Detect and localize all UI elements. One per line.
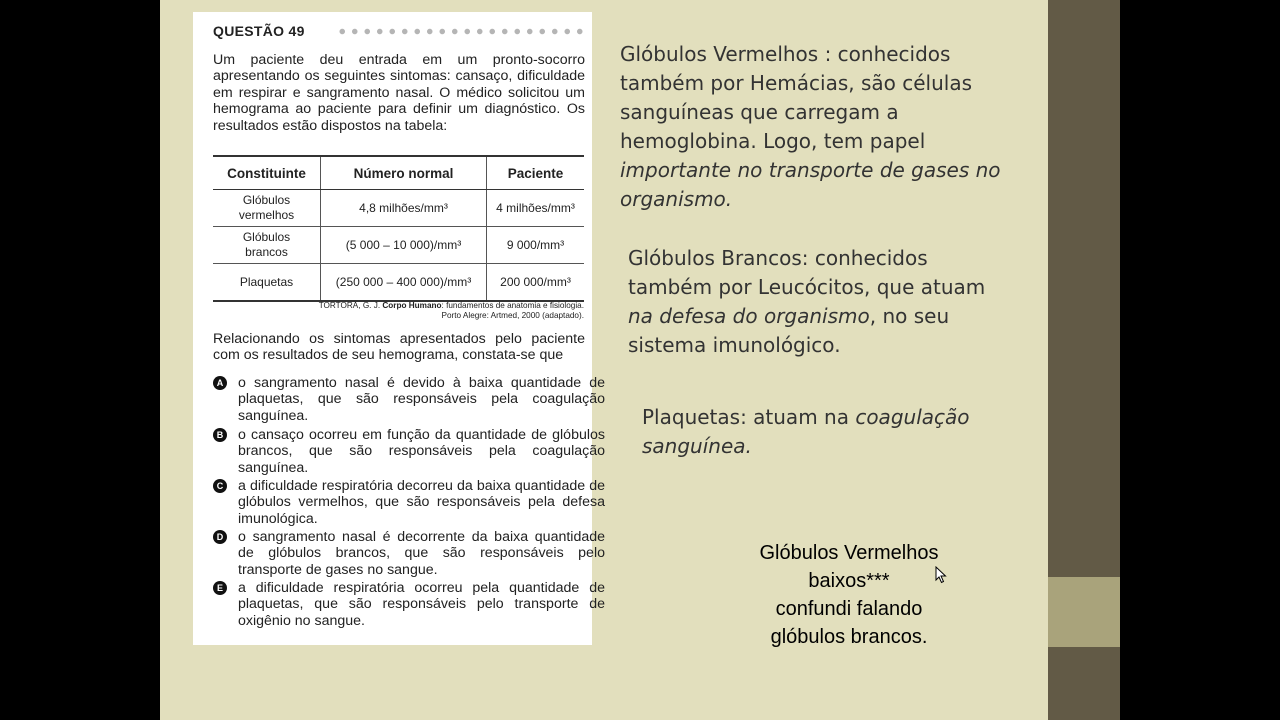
option-letter-icon: D [213, 530, 227, 544]
note-text-end: , no seu sistema imunológico. [628, 304, 950, 357]
table-cell: 200 000/mm³ [487, 264, 585, 302]
question-header: QUESTÃO 49 [213, 23, 305, 39]
table-cell [213, 190, 321, 227]
blood-count-table [213, 155, 584, 302]
note-emphasis: na defesa do organismo [628, 304, 870, 328]
note-platelets [642, 403, 982, 461]
note-white-blood-cells [628, 244, 1008, 360]
correction-line: glóbulos brancos. [770, 626, 928, 648]
note-emphasis: importante no transporte de gases no organismo. [620, 158, 1001, 211]
note-red-blood-cells [620, 40, 1005, 214]
exam-question-image [193, 12, 605, 645]
source-credit [319, 301, 584, 321]
table-cell: (5 000 – 10 000)/mm³ [321, 227, 487, 264]
correction-line: Glóbulos Vermelhos [759, 542, 939, 564]
option-text: o sangramento nasal é devido à baixa quantidade de plaquetas, que são responsáveis pela coagulação sanguínea. [238, 375, 605, 424]
table-cell [213, 227, 321, 264]
table-header-row [213, 156, 584, 190]
correction-line: baixos*** [808, 570, 890, 592]
note-text: Glóbulos Vermelhos : conhecidos também por Hemácias, são células sanguíneas que carregam a hemoglobina. Logo, tem papel [620, 42, 972, 153]
credit-subtitle: : fundamentos de anatomia e fisiologia. [441, 301, 584, 310]
correction-line: confundi falando [775, 598, 923, 620]
table-cell: 4,8 milhões/mm³ [321, 190, 487, 227]
table-cell: 4 milhões/mm³ [487, 190, 585, 227]
option-text: o sangramento nasal é decorrente da baixa quantidade de glóbulos brancos, que são responsáveis pelo transporte de gases no sangue. [238, 529, 605, 578]
option-letter-icon: A [213, 376, 227, 390]
correction-note [720, 539, 978, 651]
table-cell: 9 000/mm³ [487, 227, 585, 264]
table-cell: (250 000 – 400 000)/mm³ [321, 264, 487, 302]
option-letter-icon: B [213, 428, 227, 442]
table-row [213, 264, 584, 302]
option-letter-icon: E [213, 581, 227, 595]
question-stem: Relacionando os sintomas apresentados pelo paciente com os resultados de seu hemograma, constata-se que [213, 331, 585, 364]
note-emphasis: coagulação sanguínea. [642, 405, 970, 458]
cell-text: Glóbulos brancos [242, 230, 291, 259]
credit-author: TORTORA, G. J. [318, 301, 383, 310]
column-header: Número normal [321, 156, 487, 190]
decorative-side-bar [1048, 0, 1120, 720]
credit-line-1 [319, 301, 584, 311]
credit-title: Corpo Humano [382, 301, 442, 310]
note-text: Glóbulos Brancos: conhecidos também por Leucócitos, que atuam [628, 246, 986, 299]
table-cell: Plaquetas [213, 264, 321, 302]
question-intro: Um paciente deu entrada em um pronto-socorro apresentando os seguintes sintomas: cansaço, dificuldade em respirar e sangramento nasal. O médico solicitou um hemograma ao paciente para definir um diagnóstico. Os resultados estão dispostos na tabela: [213, 52, 585, 134]
table-row [213, 227, 584, 264]
credit-line-2: Porto Alegre: Artmed, 2000 (adaptado). [441, 311, 584, 320]
decorative-band [1048, 577, 1120, 647]
cell-text: Glóbulos vermelhos [238, 193, 295, 222]
arrow-pointer-icon [935, 566, 947, 584]
column-header: Constituinte [213, 156, 321, 190]
table-row [213, 190, 584, 227]
option-text: a dificuldade respiratória ocorreu pela quantidade de plaquetas, que são responsáveis pelo transporte de oxigênio no sangue. [238, 580, 605, 629]
option-text: a dificuldade respiratória decorreu da baixa quantidade de glóbulos vermelhos, que são responsáveis pela defesa imunológica. [238, 478, 605, 527]
note-text: Plaquetas: atuam na [642, 405, 856, 429]
column-header: Paciente [487, 156, 585, 190]
option-text: o cansaço ocorreu em função da quantidade de glóbulos brancos, que são responsáveis pela coagulação sanguínea. [238, 427, 605, 476]
header-dots [336, 28, 586, 35]
option-letter-icon: C [213, 479, 227, 493]
